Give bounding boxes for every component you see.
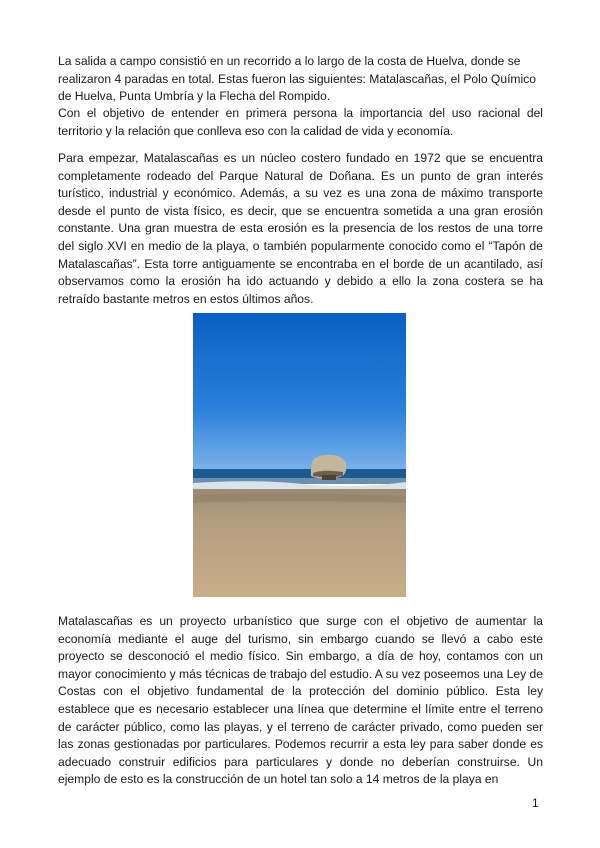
paragraph-objective: Con el objetivo de entender en primera persona la importancia del uso racional del territorio y la relación que conlleva eso con la calidad de vida y economía.: [58, 106, 543, 138]
page-number: 1: [532, 796, 539, 810]
beach-tower-photo: [193, 313, 406, 597]
paragraph-matalascanas: Para empezar, Matalascañas es un núcleo costero fundado en 1972 que se encuentra completamente rodeado del Parque Natural de Doñana. Es un punto de gran interés turístico, industrial y económico. Además, a su vez es una zona de máximo transporte desde el punto de vista físico, es decir, que se encuentra sometida a una gran erosión constante. Una gran muestra de esta erosión es la presencia de los restos de una torre del siglo XVI en medio de la playa, o también popularmente conocido como el “Tapón de Matalascañas”. Esta torre antiguamente se encontraba en el borde de un acantilado, así observamos como la erosión ha ido actuando y debido a ello la zona costera se ha retraído bastante metros en estos últimos años.: [58, 151, 543, 306]
paragraph-urban-project: Matalascañas es un proyecto urbanístico que surge con el objetivo de aumentar la economía mediante el auge del turismo, sin embargo cuando se llevó a cabo este proyecto se desconoció el medio físico. Sin embargo, a día de hoy, contamos con un mayor conocimiento y más técnicas de trabajo del estudio. A su vez poseemos una Ley de Costas con el objetivo fundamental de la protección del dominio público. Esta ley establece que es necesario establecer una línea que determine el límite entre el terreno de carácter público, como las playas, y el terreno de carácter privado, como pueden ser las zonas gestionadas por particulares. Podemos recurrir a esta ley para saber donde es adecuado construir edificios para particulares y donde no deberían construirse. Un ejemplo de esto es la construcción de un hotel tan solo a 14 metros de la playa en: [58, 614, 543, 787]
paragraph-intro: La salida a campo consistió en un recorrido a lo largo de la costa de Huelva, donde se realizaron 4 paradas en total. Estas fueron las siguientes: Matalascañas, el Polo Químico de Huelva, Punta Umbría y la Flecha del Rompido.: [58, 54, 536, 104]
